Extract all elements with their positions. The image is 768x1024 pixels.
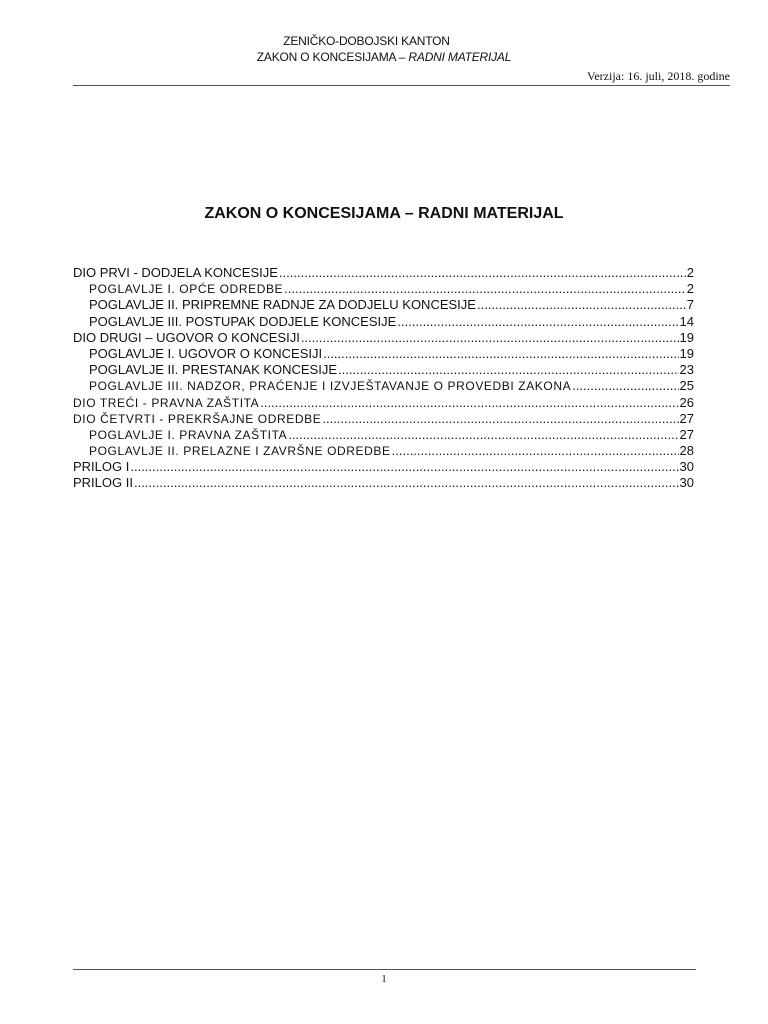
toc-entry-label: POGLAVLJE II. PRESTANAK KONCESIJE	[89, 362, 338, 378]
toc-entry-page: 27	[679, 410, 694, 426]
header-canton: ZENIČKO-DOBOJSKI KANTON	[283, 34, 450, 48]
toc-entry-page: 28	[679, 443, 694, 459]
toc-leader-dots	[130, 459, 678, 475]
toc-entry-poglavlje[interactable]	[73, 314, 694, 330]
toc-entry-page: 23	[679, 362, 694, 378]
toc-entry-poglavlje[interactable]	[73, 427, 694, 443]
toc-entry-page: 2	[686, 281, 694, 297]
toc-leader-dots	[322, 411, 678, 427]
toc-leader-dots	[323, 346, 678, 362]
document-title: ZAKON O KONCESIJAMA – RADNI MATERIJAL	[204, 205, 564, 222]
toc-entry-page: 25	[679, 378, 694, 394]
toc-leader-dots	[397, 314, 678, 330]
toc-leader-dots	[279, 265, 686, 281]
toc-entry-page: 30	[679, 475, 694, 491]
toc-entry-page: 14	[679, 313, 694, 329]
toc-entry-page: 2	[686, 265, 694, 280]
toc-entry-label: POGLAVLJE I. PRAVNA ZAŠTITA	[89, 427, 288, 442]
toc-entry-page: 7	[686, 297, 694, 313]
toc-leader-dots	[477, 297, 686, 313]
toc-leader-dots	[392, 443, 679, 459]
toc-entry-page: 27	[679, 426, 694, 442]
table-of-contents	[73, 265, 694, 492]
toc-leader-dots	[260, 395, 678, 411]
header-law-prefix: ZAKON O KONCESIJAMA –	[256, 50, 409, 64]
toc-entry-dio-cetvrti[interactable]	[73, 411, 694, 427]
header-divider	[73, 85, 730, 86]
toc-entry-label: DIO DRUGI – UGOVOR O KONCESIJI	[73, 329, 300, 345]
header-law-suffix: RADNI MATERIJAL	[408, 50, 512, 64]
toc-entry-label: DIO ČETVRTI - PREKRŠAJNE ODREDBE	[73, 411, 322, 426]
toc-entry-poglavlje[interactable]	[73, 378, 694, 394]
toc-leader-dots	[284, 281, 686, 297]
toc-leader-dots	[572, 378, 678, 394]
toc-entry-label: POGLAVLJE I. OPĆE ODREDBE	[89, 282, 284, 297]
toc-entry-dio-prvi[interactable]	[73, 265, 694, 281]
toc-entry-prilog-ii[interactable]	[73, 475, 694, 491]
toc-entry-poglavlje[interactable]	[73, 443, 694, 459]
toc-entry-label: PRILOG I	[73, 459, 130, 475]
toc-entry-page: 26	[679, 394, 694, 410]
toc-leader-dots	[288, 427, 678, 443]
footer-divider	[73, 969, 696, 970]
toc-entry-poglavlje[interactable]	[73, 346, 694, 362]
toc-entry-label: POGLAVLJE I. UGOVOR O KONCESIJI	[89, 345, 323, 361]
header-law-title	[0, 50, 768, 64]
toc-leader-dots	[134, 475, 679, 491]
toc-entry-poglavlje[interactable]	[73, 362, 694, 378]
toc-entry-page: 19	[679, 345, 694, 361]
version-date: Verzija: 16. juli, 2018. godine	[587, 69, 730, 83]
page-number: 1	[381, 973, 387, 985]
toc-entry-label: POGLAVLJE II. PRIPREMNE RADNJE ZA DODJELU KONCESIJE	[89, 297, 476, 313]
toc-entry-label: POGLAVLJE III. POSTUPAK DODJELE KONCESIJE	[89, 313, 397, 329]
toc-leader-dots	[338, 362, 678, 378]
toc-entry-label: DIO PRVI - DODJELA KONCESIJE	[73, 265, 278, 280]
toc-entry-label: POGLAVLJE III. NADZOR, PRAĆENJE I IZVJEŠTAVANJE O PROVEDBI ZAKONA	[89, 379, 572, 394]
toc-entry-label: POGLAVLJE II. PRELAZNE I ZAVRŠNE ODREDBE	[89, 444, 391, 459]
toc-entry-poglavlje[interactable]	[73, 281, 694, 297]
toc-entry-dio-treci[interactable]	[73, 395, 694, 411]
toc-entry-poglavlje[interactable]	[73, 297, 694, 313]
toc-leader-dots	[301, 330, 679, 346]
toc-entry-label: DIO TREĆI - PRAVNA ZAŠTITA	[73, 395, 260, 410]
toc-entry-page: 30	[679, 459, 694, 475]
toc-entry-dio-drugi[interactable]	[73, 330, 694, 346]
toc-entry-prilog-i[interactable]	[73, 459, 694, 475]
toc-entry-label: PRILOG II	[73, 475, 133, 491]
toc-entry-page: 19	[679, 329, 694, 345]
